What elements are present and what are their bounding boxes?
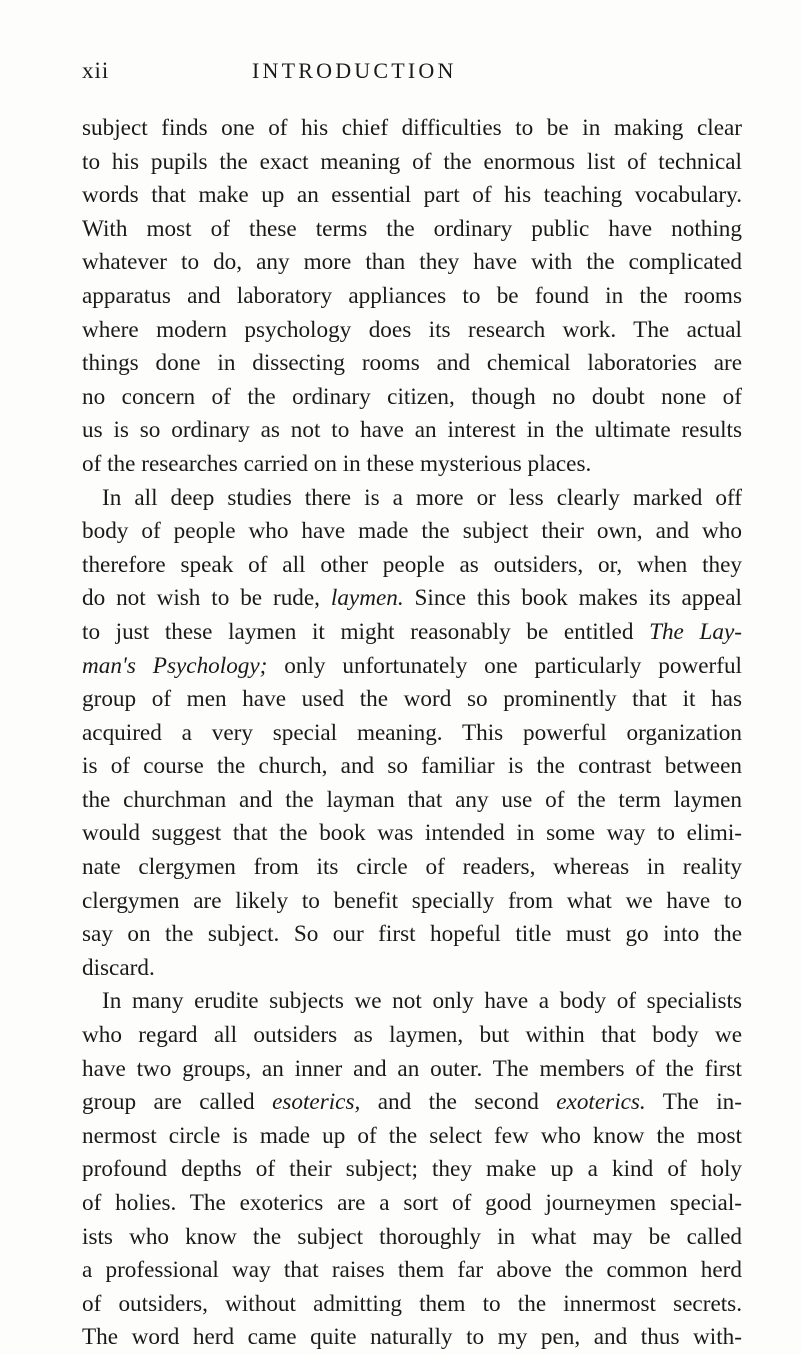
text-line: In many erudite subjects we not only have a body of specialists [102,988,742,1015]
text-line: clergymen are likely to benefit specially from what we have to [82,887,742,914]
paragraph-1 [82,112,742,482]
paragraph-2 [82,482,742,986]
text-line: nate clergymen from its circle of readers, whereas in reality [82,854,742,881]
text-line: to his pupils the exact meaning of the enormous list of technical [82,148,742,175]
italic-title: man's Psychology; [82,652,268,679]
text-line: words that make up an essential part of his teaching vocabulary. [82,182,742,209]
text-line: body of people who have made the subject their own, and who [82,518,742,545]
text-line: The word herd came quite naturally to my pen, and thus with- [82,1324,742,1351]
text-line: do not wish to be rude, laymen. Since this book makes its appeal [82,585,743,612]
text-line: subject finds one of his chief difficulties to be in making clear [82,115,742,141]
text-line: man's Psychology; only unfortunately one particularly powerful [82,652,742,679]
running-head: INTRODUCTION [252,58,457,83]
italic-term: esoterics, [272,1089,361,1116]
text-line: say on the subject. So our first hopeful title must go into the [82,921,742,948]
italic-term: laymen. [330,585,404,612]
text-line: of the researches carried on in these mysterious places. [82,450,592,477]
text-line: the churchman and the layman that any use of the term laymen [82,786,742,813]
body-text [82,112,742,1355]
text-line: to just these laymen it might reasonably be entitled The Lay- [82,618,742,645]
text-line: group are called esoterics, and the second exoterics. The in- [82,1089,742,1116]
page-header [82,58,742,90]
text-line: In all deep studies there is a more or less clearly marked off [102,484,742,511]
text-line: therefore speak of all other people as outsiders, or, when they [82,551,742,578]
text-line: whatever to do, any more than they have with the complicated [82,249,742,276]
text-line: acquired a very special meaning. This powerful organization [82,719,742,746]
page-number: xii [82,58,110,83]
text-line: where modern psychology does its research work. The actual [82,316,742,343]
text-line: ists who know the subject thoroughly in what may be called [82,1223,742,1250]
text-line: would suggest that the book was intended in some way to elimi- [82,820,742,847]
text-line: have two groups, an inner and an outer. The members of the first [82,1055,742,1082]
italic-title: The Lay- [649,618,742,645]
paragraph-3 [82,985,742,1355]
text-line: group of men have used the word so prominently that it has [82,686,742,713]
text-line: things done in dissecting rooms and chemical laboratories are [82,350,742,377]
text-line: who regard all outsiders as laymen, but within that body we [82,1022,742,1049]
text-line: discard. [82,954,155,981]
text-line: of outsiders, without admitting them to the innermost secrets. [82,1290,742,1317]
italic-term: exoterics. [556,1089,646,1116]
text-line: apparatus and laboratory appliances to be found in the rooms [82,282,742,309]
text-line: a professional way that raises them far above the common herd [82,1257,742,1284]
text-line: nermost circle is made up of the select few who know the most [82,1122,742,1149]
text-line: profound depths of their subject; they make up a kind of holy [82,1156,742,1183]
text-line: of holies. The exoterics are a sort of good journeymen special- [82,1190,742,1216]
text-line: is of course the church, and so familiar is the contrast between [82,753,742,780]
text-line: With most of these terms the ordinary public have nothing [82,215,742,242]
text-line: us is so ordinary as not to have an interest in the ultimate results [82,417,742,444]
text-line: no concern of the ordinary citizen, though no doubt none of [82,383,742,410]
